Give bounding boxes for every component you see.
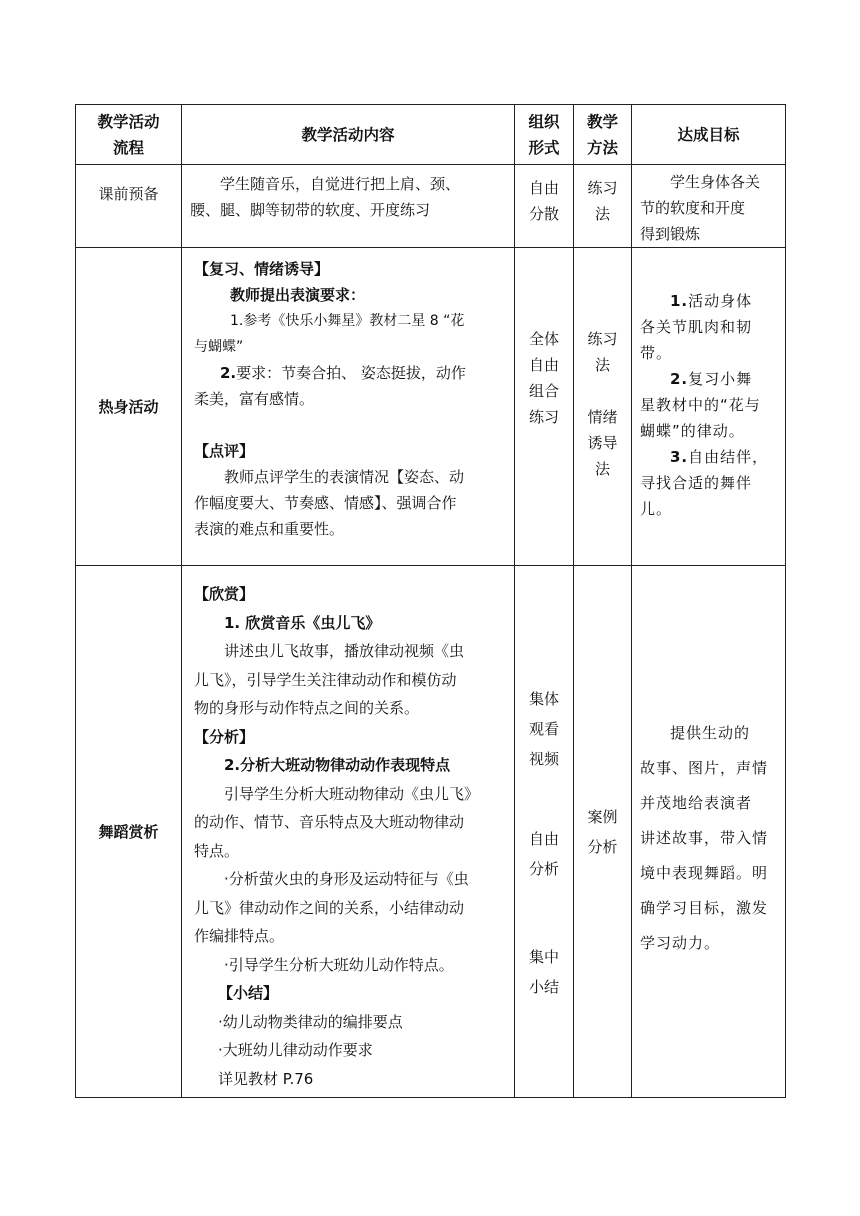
method-pre-class: 练习 法 xyxy=(574,165,632,248)
header-method: 教学 方法 xyxy=(574,105,632,165)
goal-dance-appreciation: 提供生动的 故事、图片，声情 并茂地给表演者 讲述故事，带入情 境中表现舞蹈。明 确学习目标，激发 学习动力。 xyxy=(632,566,786,1098)
org-warm-up: 全体 自由 组合 练习 xyxy=(515,248,574,566)
row-warm-up xyxy=(76,248,786,566)
row-pre-class xyxy=(76,165,786,248)
org-pre-class: 自由 分散 xyxy=(515,165,574,248)
org-dance-appreciation: 集体 观看 视频 自由 分析 集中 小结 xyxy=(515,566,574,1098)
header-row xyxy=(76,105,786,165)
header-content: 教学活动内容 xyxy=(182,105,515,165)
method-dance-appreciation: 案例 分析 xyxy=(574,566,632,1098)
content-pre-class: 学生随音乐，自觉进行把上肩、颈、 腰、腿、脚等韧带的软度、开度练习 xyxy=(182,165,515,248)
header-organization: 组织 形式 xyxy=(515,105,574,165)
goal-warm-up: 1.活动身体 各关节肌肉和韧 带。 2.复习小舞 星教材中的“花与 蝴蝶”的律动。 3.自由结伴， 寻找合适的舞伴 儿。 xyxy=(632,248,786,566)
goal-pre-class: 学生身体各关 节的软度和开度 得到锻炼 xyxy=(632,165,786,248)
method-warm-up: 练习 法 情绪 诱导 法 xyxy=(574,248,632,566)
lesson-plan-table xyxy=(75,104,786,1098)
flow-pre-class: 课前预备 xyxy=(76,165,182,248)
flow-warm-up: 热身活动 xyxy=(76,248,182,566)
row-dance-appreciation xyxy=(76,566,786,1098)
content-dance-appreciation: 【欣赏】 1. 欣赏音乐《虫儿飞》 讲述虫儿飞故事，播放律动视频《虫 儿飞》，引导学生关注律动动作和模仿动 物的身形与动作特点之间的关系。 【分析】 2.分析大班动物律动动作表现特点 引导学生分析大班动物律动《虫儿飞》 的动作、情节、音乐特点及大班动物律动 特点。 ·分析萤火虫的身形及运动特征与《虫 儿飞》律动动作之间的关系，小结律动动 作编排特点。 ·引导学生分析大班幼儿动作特点。 【小结】 ·幼儿动物类律动的编排要点 ·大班幼儿律动动作要求 详见教材 P.76 xyxy=(182,566,515,1098)
header-flow: 教学活动 流程 xyxy=(76,105,182,165)
content-warm-up: 【复习、情绪诱导】 教师提出表演要求： 1.参考《快乐小舞星》教材二星 8 “花 与蝴蝶” 2.要求：节奏合拍、 姿态挺拔，动作 柔美，富有感情。 【点评】 教师点评学生的表演情况【姿态、动 作幅度要大、节奏感、情感】、强调合作 表演的难点和重要性。 xyxy=(182,248,515,566)
header-goal: 达成目标 xyxy=(632,105,786,165)
flow-dance-appreciation: 舞蹈赏析 xyxy=(76,566,182,1098)
